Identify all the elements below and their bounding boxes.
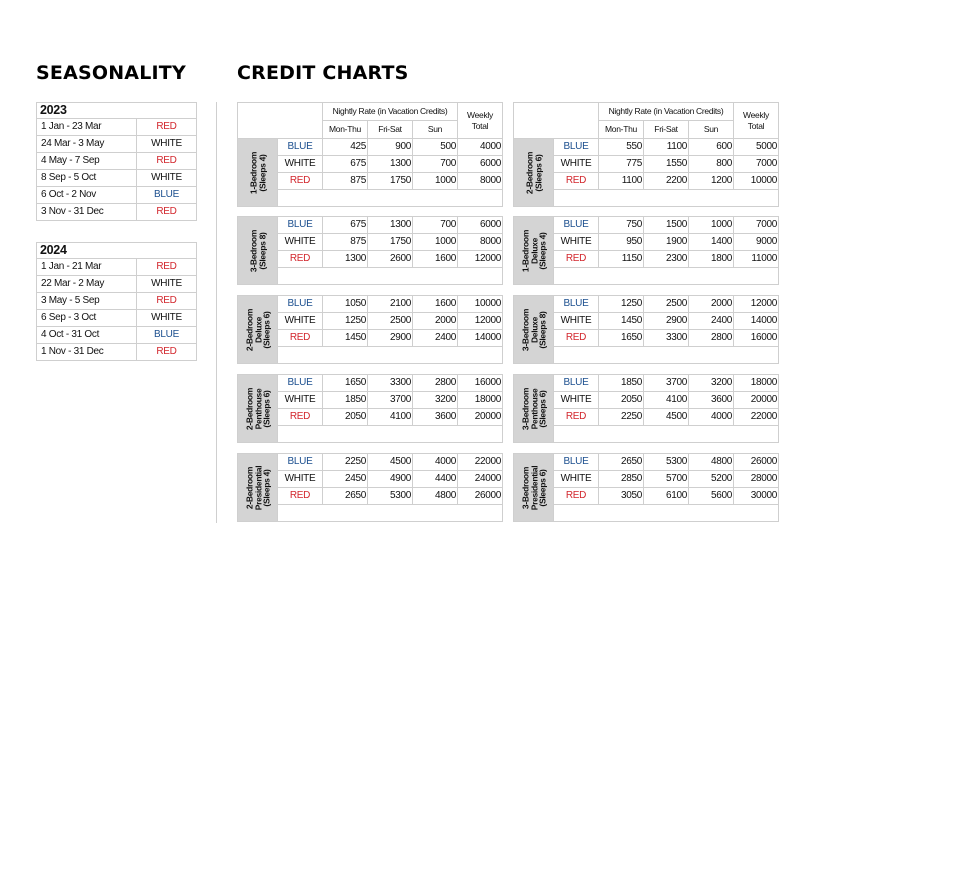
season-label: WHITE xyxy=(278,156,323,173)
nightly-rate-cell: 500 xyxy=(413,139,458,156)
empty-cell xyxy=(278,426,503,443)
nightly-rate-cell: 5700 xyxy=(644,471,689,488)
nightly-rate-cell: 2000 xyxy=(413,313,458,330)
nightly-rate-cell: 2800 xyxy=(413,375,458,392)
season-label: BLUE xyxy=(137,327,197,344)
season-label: BLUE xyxy=(554,217,599,234)
nightly-rate-cell: 700 xyxy=(413,217,458,234)
nightly-rate-cell: 4500 xyxy=(368,454,413,471)
season-label: BLUE xyxy=(554,139,599,156)
nightly-rate-cell: 900 xyxy=(368,139,413,156)
weekly-total-cell: 11000 xyxy=(734,251,779,268)
nightly-rate-cell: 1000 xyxy=(689,217,734,234)
weekly-total-cell: 20000 xyxy=(734,392,779,409)
season-row xyxy=(37,153,197,170)
year-label: 2023 xyxy=(37,103,197,119)
empty-cell xyxy=(278,268,503,285)
nightly-rate-cell: 1300 xyxy=(368,217,413,234)
nightly-rate-cell: 2250 xyxy=(599,409,644,426)
season-label: RED xyxy=(554,251,599,268)
nightly-rate-cell: 2450 xyxy=(323,471,368,488)
season-label: RED xyxy=(554,330,599,347)
day-header-mon-thu: Mon-Thu xyxy=(323,121,368,139)
weekly-total-cell: 10000 xyxy=(734,173,779,190)
season-label: RED xyxy=(278,173,323,190)
day-header-sun: Sun xyxy=(413,121,458,139)
nightly-rate-cell: 2900 xyxy=(644,313,689,330)
nightly-rate-cell: 1150 xyxy=(599,251,644,268)
weekly-total-cell: 16000 xyxy=(458,375,503,392)
unit-type-label xyxy=(514,454,554,522)
weekly-total-cell: 5000 xyxy=(734,139,779,156)
nightly-rate-cell: 2000 xyxy=(689,296,734,313)
season-label: BLUE xyxy=(278,375,323,392)
nightly-rate-cell: 1000 xyxy=(413,234,458,251)
season-label: WHITE xyxy=(554,156,599,173)
unit-type-text: 3-Bedroom Penthouse (Sleeps 6) xyxy=(519,387,547,430)
nightly-rate-cell: 1750 xyxy=(368,173,413,190)
day-header-sun: Sun xyxy=(689,121,734,139)
season-label: WHITE xyxy=(278,313,323,330)
nightly-rate-cell: 675 xyxy=(323,156,368,173)
nightly-rate-cell: 800 xyxy=(689,156,734,173)
nightly-rate-cell: 2850 xyxy=(599,471,644,488)
nightly-rate-cell: 425 xyxy=(323,139,368,156)
season-row xyxy=(37,344,197,361)
nightly-rate-cell: 1050 xyxy=(323,296,368,313)
season-label: WHITE xyxy=(137,170,197,187)
season-label: WHITE xyxy=(278,234,323,251)
unit-type-text: 3-Bedroom Deluxe (Sleeps 8) xyxy=(519,308,547,351)
empty-cell xyxy=(554,268,779,285)
rate-row xyxy=(238,296,503,313)
nightly-rate-cell: 1650 xyxy=(599,330,644,347)
unit-type-text: 3-Bedroom (Sleeps 8) xyxy=(248,229,267,272)
unit-type-text: 2-Bedroom (Sleeps 6) xyxy=(524,151,543,194)
header-blank xyxy=(238,103,323,139)
year-row xyxy=(37,243,197,259)
season-label: BLUE xyxy=(554,454,599,471)
nightly-rate-cell: 2500 xyxy=(644,296,689,313)
nightly-rate-cell: 5300 xyxy=(644,454,689,471)
season-row xyxy=(37,119,197,136)
credit-table xyxy=(237,102,503,207)
nightly-rate-cell: 1850 xyxy=(323,392,368,409)
unit-type-label xyxy=(514,139,554,207)
nightly-rate-cell: 1800 xyxy=(689,251,734,268)
nightly-rate-cell: 2400 xyxy=(689,313,734,330)
nightly-rate-cell: 1250 xyxy=(323,313,368,330)
credit-charts-heading: CREDIT CHARTS xyxy=(237,62,409,84)
season-label: RED xyxy=(278,251,323,268)
nightly-rate-cell: 4400 xyxy=(413,471,458,488)
weekly-total-cell: 22000 xyxy=(458,454,503,471)
nightly-rate-cell: 1450 xyxy=(323,330,368,347)
season-row xyxy=(37,327,197,344)
weekly-total-header: Weekly Total xyxy=(734,103,779,139)
empty-cell xyxy=(278,505,503,522)
weekly-total-cell: 26000 xyxy=(734,454,779,471)
season-row xyxy=(37,276,197,293)
season-label: RED xyxy=(554,173,599,190)
season-label: RED xyxy=(137,259,197,276)
season-row xyxy=(37,187,197,204)
season-row xyxy=(37,259,197,276)
empty-cell xyxy=(554,505,779,522)
nightly-rate-cell: 3600 xyxy=(689,392,734,409)
weekly-total-cell: 7000 xyxy=(734,217,779,234)
nightly-rate-cell: 2900 xyxy=(368,330,413,347)
nightly-rate-cell: 2300 xyxy=(644,251,689,268)
season-label: RED xyxy=(137,153,197,170)
season-label: RED xyxy=(137,119,197,136)
credit-table xyxy=(237,374,503,443)
season-label: BLUE xyxy=(278,296,323,313)
rate-row xyxy=(514,296,779,313)
credit-table xyxy=(513,102,779,207)
credit-table xyxy=(513,216,779,285)
year-row xyxy=(37,103,197,119)
weekly-total-cell: 10000 xyxy=(458,296,503,313)
season-label: RED xyxy=(137,204,197,221)
year-label: 2024 xyxy=(37,243,197,259)
date-range: 6 Oct - 2 Nov xyxy=(37,187,137,204)
unit-type-label xyxy=(238,375,278,443)
nightly-rate-cell: 1100 xyxy=(644,139,689,156)
unit-type-label xyxy=(514,375,554,443)
nightly-rate-cell: 1750 xyxy=(368,234,413,251)
season-label: BLUE xyxy=(278,217,323,234)
nightly-rate-cell: 4800 xyxy=(413,488,458,505)
nightly-rate-cell: 700 xyxy=(413,156,458,173)
weekly-total-cell: 14000 xyxy=(734,313,779,330)
date-range: 24 Mar - 3 May xyxy=(37,136,137,153)
rate-row xyxy=(238,217,503,234)
nightly-rate-cell: 3700 xyxy=(368,392,413,409)
unit-type-label xyxy=(238,296,278,364)
weekly-total-header: Weekly Total xyxy=(458,103,503,139)
season-label: WHITE xyxy=(137,276,197,293)
nightly-rate-cell: 1100 xyxy=(599,173,644,190)
season-label: RED xyxy=(137,293,197,310)
header-row xyxy=(238,103,503,121)
nightly-rate-cell: 2600 xyxy=(368,251,413,268)
weekly-total-cell: 4000 xyxy=(458,139,503,156)
nightly-rate-cell: 4500 xyxy=(644,409,689,426)
nightly-rate-cell: 2250 xyxy=(323,454,368,471)
date-range: 4 May - 7 Sep xyxy=(37,153,137,170)
nightly-rate-cell: 4100 xyxy=(368,409,413,426)
empty-cell xyxy=(278,347,503,364)
unit-type-text: 2-Bedroom Presidential (Sleeps 4) xyxy=(243,465,271,510)
date-range: 3 Nov - 31 Dec xyxy=(37,204,137,221)
nightly-rate-cell: 3200 xyxy=(689,375,734,392)
nightly-rate-cell: 2500 xyxy=(368,313,413,330)
nightly-rate-cell: 2800 xyxy=(689,330,734,347)
rate-row xyxy=(238,454,503,471)
weekly-total-cell: 12000 xyxy=(458,313,503,330)
nightly-rate-cell: 4900 xyxy=(368,471,413,488)
nightly-rate-cell: 2650 xyxy=(323,488,368,505)
nightly-rate-cell: 875 xyxy=(323,234,368,251)
season-label: WHITE xyxy=(137,310,197,327)
date-range: 1 Jan - 21 Mar xyxy=(37,259,137,276)
nightly-rate-cell: 3600 xyxy=(413,409,458,426)
credit-table xyxy=(237,453,503,522)
season-row xyxy=(37,204,197,221)
nightly-rate-cell: 3200 xyxy=(413,392,458,409)
rate-row xyxy=(238,375,503,392)
rate-row xyxy=(514,454,779,471)
unit-type-label xyxy=(238,454,278,522)
weekly-total-cell: 12000 xyxy=(458,251,503,268)
date-range: 6 Sep - 3 Oct xyxy=(37,310,137,327)
date-range: 22 Mar - 2 May xyxy=(37,276,137,293)
season-label: WHITE xyxy=(554,313,599,330)
weekly-total-cell: 16000 xyxy=(734,330,779,347)
date-range: 1 Jan - 23 Mar xyxy=(37,119,137,136)
nightly-rate-cell: 1200 xyxy=(689,173,734,190)
empty-cell xyxy=(554,426,779,443)
seasonality-table-2024 xyxy=(36,242,197,361)
nightly-rate-cell: 1850 xyxy=(599,375,644,392)
season-label: WHITE xyxy=(554,471,599,488)
nightly-rate-header: Nightly Rate (in Vacation Credits) xyxy=(599,103,734,121)
weekly-total-cell: 20000 xyxy=(458,409,503,426)
unit-type-text: 3-Bedroom Presidential (Sleeps 6) xyxy=(519,465,547,510)
nightly-rate-cell: 1400 xyxy=(689,234,734,251)
season-label: RED xyxy=(554,488,599,505)
nightly-rate-cell: 2050 xyxy=(599,392,644,409)
unit-type-label xyxy=(514,296,554,364)
weekly-total-cell: 8000 xyxy=(458,173,503,190)
nightly-rate-cell: 3700 xyxy=(644,375,689,392)
nightly-rate-cell: 750 xyxy=(599,217,644,234)
nightly-rate-cell: 5300 xyxy=(368,488,413,505)
credit-table xyxy=(237,295,503,364)
nightly-rate-cell: 675 xyxy=(323,217,368,234)
unit-type-label xyxy=(514,217,554,285)
nightly-rate-cell: 5600 xyxy=(689,488,734,505)
season-label: BLUE xyxy=(554,296,599,313)
weekly-total-cell: 6000 xyxy=(458,156,503,173)
nightly-rate-cell: 4800 xyxy=(689,454,734,471)
nightly-rate-cell: 2100 xyxy=(368,296,413,313)
season-label: BLUE xyxy=(278,454,323,471)
unit-type-text: 2-Bedroom Penthouse (Sleeps 6) xyxy=(243,387,271,430)
nightly-rate-cell: 1250 xyxy=(599,296,644,313)
nightly-rate-cell: 1900 xyxy=(644,234,689,251)
nightly-rate-cell: 2400 xyxy=(413,330,458,347)
date-range: 8 Sep - 5 Oct xyxy=(37,170,137,187)
weekly-total-cell: 12000 xyxy=(734,296,779,313)
day-header-fri-sat: Fri-Sat xyxy=(368,121,413,139)
empty-cell xyxy=(554,347,779,364)
nightly-rate-cell: 4000 xyxy=(689,409,734,426)
credit-table xyxy=(237,216,503,285)
header-blank xyxy=(514,103,599,139)
empty-cell xyxy=(554,190,779,207)
season-row xyxy=(37,170,197,187)
seasonality-table-2023 xyxy=(36,102,197,221)
nightly-rate-cell: 3050 xyxy=(599,488,644,505)
season-label: BLUE xyxy=(137,187,197,204)
season-label: RED xyxy=(278,488,323,505)
season-label: WHITE xyxy=(278,471,323,488)
nightly-rate-cell: 1000 xyxy=(413,173,458,190)
season-label: RED xyxy=(137,344,197,361)
nightly-rate-cell: 1650 xyxy=(323,375,368,392)
date-range: 1 Nov - 31 Dec xyxy=(37,344,137,361)
credit-table xyxy=(513,295,779,364)
season-row xyxy=(37,293,197,310)
season-label: BLUE xyxy=(278,139,323,156)
season-label: BLUE xyxy=(554,375,599,392)
date-range: 4 Oct - 31 Oct xyxy=(37,327,137,344)
day-header-fri-sat: Fri-Sat xyxy=(644,121,689,139)
weekly-total-cell: 30000 xyxy=(734,488,779,505)
nightly-rate-cell: 2650 xyxy=(599,454,644,471)
unit-type-label xyxy=(238,139,278,207)
nightly-rate-cell: 1600 xyxy=(413,251,458,268)
nightly-rate-header: Nightly Rate (in Vacation Credits) xyxy=(323,103,458,121)
nightly-rate-cell: 1550 xyxy=(644,156,689,173)
section-divider xyxy=(216,102,217,523)
season-label: RED xyxy=(554,409,599,426)
nightly-rate-cell: 1300 xyxy=(368,156,413,173)
weekly-total-cell: 8000 xyxy=(458,234,503,251)
weekly-total-cell: 7000 xyxy=(734,156,779,173)
nightly-rate-cell: 550 xyxy=(599,139,644,156)
nightly-rate-cell: 875 xyxy=(323,173,368,190)
nightly-rate-cell: 3300 xyxy=(368,375,413,392)
header-row xyxy=(514,103,779,121)
nightly-rate-cell: 3300 xyxy=(644,330,689,347)
nightly-rate-cell: 4000 xyxy=(413,454,458,471)
season-label: WHITE xyxy=(278,392,323,409)
empty-cell xyxy=(278,190,503,207)
rate-row xyxy=(238,139,503,156)
day-header-mon-thu: Mon-Thu xyxy=(599,121,644,139)
nightly-rate-cell: 6100 xyxy=(644,488,689,505)
unit-type-text: 1-Bedroom Deluxe (Sleeps 4) xyxy=(519,229,547,272)
season-label: RED xyxy=(278,330,323,347)
nightly-rate-cell: 5200 xyxy=(689,471,734,488)
season-label: WHITE xyxy=(554,392,599,409)
nightly-rate-cell: 600 xyxy=(689,139,734,156)
weekly-total-cell: 14000 xyxy=(458,330,503,347)
weekly-total-cell: 9000 xyxy=(734,234,779,251)
nightly-rate-cell: 2200 xyxy=(644,173,689,190)
season-row xyxy=(37,136,197,153)
credit-table xyxy=(513,374,779,443)
seasonality-heading: SEASONALITY xyxy=(36,62,186,84)
weekly-total-cell: 18000 xyxy=(458,392,503,409)
weekly-total-cell: 28000 xyxy=(734,471,779,488)
weekly-total-cell: 26000 xyxy=(458,488,503,505)
rate-row xyxy=(514,375,779,392)
nightly-rate-cell: 1500 xyxy=(644,217,689,234)
rate-row xyxy=(514,217,779,234)
nightly-rate-cell: 950 xyxy=(599,234,644,251)
season-label: WHITE xyxy=(554,234,599,251)
credit-table xyxy=(513,453,779,522)
weekly-total-cell: 18000 xyxy=(734,375,779,392)
season-label: WHITE xyxy=(137,136,197,153)
nightly-rate-cell: 1600 xyxy=(413,296,458,313)
nightly-rate-cell: 1450 xyxy=(599,313,644,330)
nightly-rate-cell: 1300 xyxy=(323,251,368,268)
season-label: RED xyxy=(278,409,323,426)
unit-type-text: 1-Bedroom (Sleeps 4) xyxy=(248,151,267,194)
rate-row xyxy=(514,139,779,156)
unit-type-text: 2-Bedroom Deluxe (Sleeps 6) xyxy=(243,308,271,351)
nightly-rate-cell: 775 xyxy=(599,156,644,173)
date-range: 3 May - 5 Sep xyxy=(37,293,137,310)
weekly-total-cell: 22000 xyxy=(734,409,779,426)
season-row xyxy=(37,310,197,327)
nightly-rate-cell: 2050 xyxy=(323,409,368,426)
weekly-total-cell: 24000 xyxy=(458,471,503,488)
unit-type-label xyxy=(238,217,278,285)
weekly-total-cell: 6000 xyxy=(458,217,503,234)
nightly-rate-cell: 4100 xyxy=(644,392,689,409)
